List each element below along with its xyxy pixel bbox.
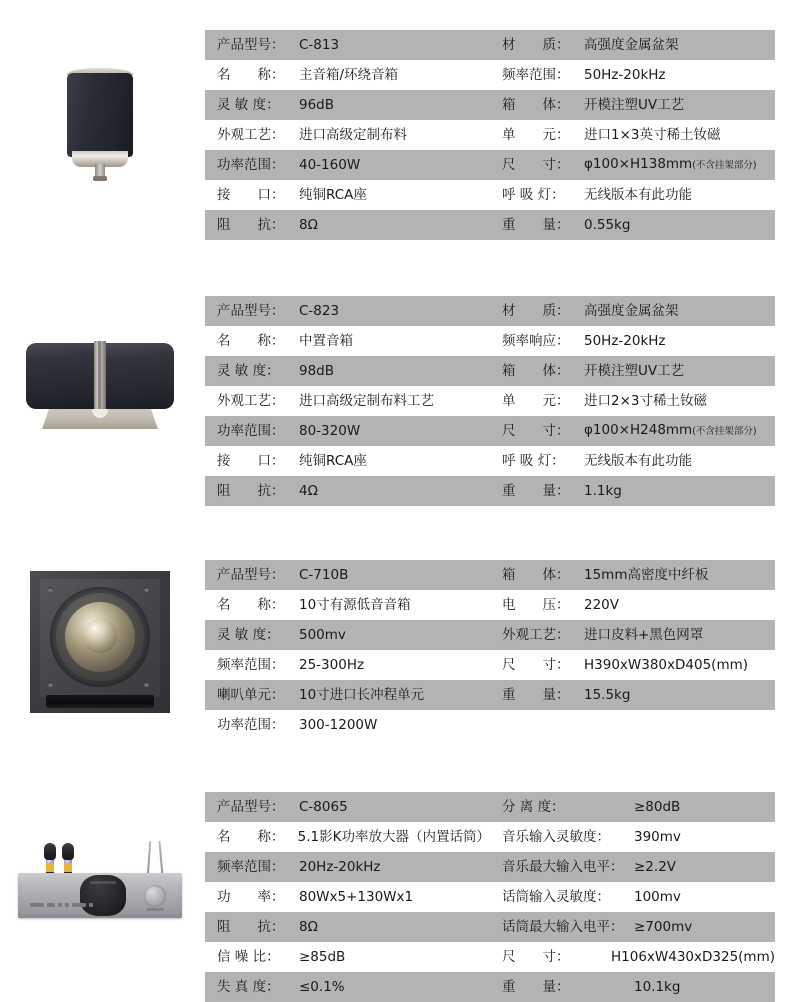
spec-cell-right [490, 90, 775, 120]
spec-cell-left [205, 90, 490, 120]
spec-cell-right [490, 680, 775, 710]
spec-label: 信 噪 比： [217, 949, 280, 965]
spec-value-note: (不含挂架部分) [692, 426, 757, 437]
spec-row [205, 792, 775, 822]
spec-value-main: ≥2.2V [634, 859, 677, 875]
spec-cell-right [490, 180, 775, 210]
spec-cell-left [205, 972, 490, 1002]
spec-cell-left [205, 416, 490, 446]
spec-value-main: 20Hz-20kHz [299, 859, 381, 875]
spec-row [205, 296, 775, 326]
amp-control [58, 903, 62, 907]
spec-value-main: ≥80dB [634, 799, 681, 815]
spec-row [205, 650, 775, 680]
spec-cell-right [490, 120, 775, 150]
spec-label: 重 量： [502, 483, 570, 499]
spec-value [298, 822, 490, 852]
spec-value [584, 680, 630, 710]
spec-label: 呼 吸 灯： [502, 187, 565, 203]
spec-table-c-813 [205, 30, 775, 240]
spec-row [205, 972, 775, 1002]
spec-table-c-710b [205, 560, 775, 740]
spec-label: 名 称： [217, 829, 285, 845]
spec-value [299, 476, 318, 506]
spec-row [205, 386, 775, 416]
amp-control [72, 903, 86, 907]
spec-row [205, 416, 775, 446]
spec-row [205, 210, 775, 240]
spec-value-main: 0.55kg [584, 217, 631, 233]
spec-value-main: H106xW430xD325(mm) [610, 949, 775, 965]
spec-label: 重 量： [502, 979, 570, 995]
spec-cell-right [490, 650, 775, 680]
spec-row [205, 446, 775, 476]
spec-row [205, 710, 775, 740]
spec-value-main: 10.1kg [634, 979, 681, 995]
spec-cell-left [205, 590, 490, 620]
spec-value [634, 822, 681, 852]
mic-band [46, 863, 54, 872]
sub-screw [144, 682, 149, 687]
spec-row [205, 30, 775, 60]
spec-cell-left [205, 180, 490, 210]
spec-value [299, 120, 407, 150]
amplifier-art [16, 827, 184, 937]
spec-label: 频率范围： [502, 67, 570, 83]
spec-cell-left [205, 882, 490, 912]
spec-cell-right [490, 852, 775, 882]
spec-label: 阻 抗： [217, 919, 285, 935]
spec-value-main: 25-300Hz [299, 657, 365, 673]
spec-cell-left [205, 120, 490, 150]
spec-cell-right [490, 30, 775, 60]
spec-cell-left [205, 476, 490, 506]
spec-value-main: φ100×H248mm [584, 422, 693, 438]
spec-row [205, 560, 775, 590]
spec-value [634, 852, 676, 882]
spec-value-main: 高强度金属盆架 [584, 37, 679, 53]
spec-value [634, 792, 680, 822]
spec-cell-right [490, 972, 775, 1002]
sub-screw [48, 587, 53, 592]
spec-label: 分 离 度： [502, 799, 565, 815]
spec-cell-right [490, 416, 775, 446]
spec-value [299, 386, 434, 416]
speaker-fabric-body [67, 73, 133, 157]
spec-value-main: 5.1影K功率放大器（内置话筒） [297, 829, 490, 845]
spec-cell-right [490, 446, 775, 476]
amplifier-image [0, 812, 200, 952]
spec-value-main: ≤0.1% [299, 979, 345, 995]
spec-label: 接 口： [217, 453, 285, 469]
spec-value [299, 30, 339, 60]
spec-label: 频率范围： [217, 657, 285, 673]
spec-value-main: 10寸有源低音音箱 [299, 597, 411, 613]
spec-label: 箱 体： [502, 567, 570, 583]
spec-value-main: 50Hz-20kHz [584, 67, 666, 83]
spec-cell-right [490, 822, 775, 852]
spec-value [299, 90, 334, 120]
spec-value [299, 620, 346, 650]
spec-label: 外观工艺： [217, 127, 285, 143]
spec-value [299, 882, 413, 912]
spec-value [299, 710, 377, 740]
spec-cell-left [205, 650, 490, 680]
subwoofer-image [0, 562, 200, 722]
satellite-speaker-art [40, 51, 160, 201]
spec-value [299, 416, 360, 446]
spec-row [205, 680, 775, 710]
spec-value-main: 进口2×3寸稀土钕磁 [584, 393, 707, 409]
spec-value [634, 972, 680, 1002]
spec-label: 音乐输入灵敏度： [502, 829, 610, 845]
spec-value-main: 主音箱/环绕音箱 [299, 67, 399, 83]
spec-value [299, 210, 318, 240]
sub-screw [48, 682, 53, 687]
spec-value [299, 560, 348, 590]
spec-cell-right [490, 150, 775, 180]
amp-knob-label [146, 908, 164, 911]
spec-cell-left [205, 710, 490, 740]
spec-label: 灵 敏 度： [217, 363, 280, 379]
spec-label: 名 称： [217, 597, 285, 613]
spec-value [584, 560, 708, 590]
spec-label: 单 元： [502, 393, 570, 409]
spec-value [299, 792, 348, 822]
spec-value-main: 390mv [634, 829, 681, 845]
spec-cell-left [205, 792, 490, 822]
spec-value-main: ≥85dB [299, 949, 346, 965]
spec-value-main: 15mm高密度中纤板 [584, 567, 709, 583]
spec-value [584, 620, 703, 650]
spec-cell-right [490, 942, 775, 972]
amp-control-strip [30, 903, 93, 907]
spec-label: 产品型号： [217, 303, 285, 319]
spec-row [205, 180, 775, 210]
spec-value-main: 开模注塑UV工艺 [584, 97, 685, 113]
spec-label: 名 称： [217, 67, 285, 83]
spec-row [205, 326, 775, 356]
spec-value-note: (不含挂架部分) [692, 160, 757, 171]
spec-value [584, 30, 679, 60]
center-speaker-art [20, 329, 180, 439]
spec-cell-left [205, 560, 490, 590]
spec-label: 尺 寸： [502, 423, 570, 439]
spec-value-main: 进口1×3英寸稀土钕磁 [584, 127, 721, 143]
spec-value-main: 500mv [299, 627, 346, 643]
spec-label: 尺 寸： [502, 657, 570, 673]
spec-cell-left [205, 386, 490, 416]
spec-label: 功 率： [217, 889, 285, 905]
spec-label: 外观工艺： [502, 627, 570, 643]
spec-cell-right [490, 476, 775, 506]
spec-value-main: 8Ω [299, 919, 318, 935]
spec-value-main: 15.5kg [584, 687, 631, 703]
spec-cell-right [490, 386, 775, 416]
spec-label: 箱 体： [502, 97, 570, 113]
spec-value [584, 650, 748, 680]
spec-value [584, 90, 684, 120]
spec-value [584, 210, 630, 240]
spec-value [299, 942, 345, 972]
spec-label: 功率范围： [217, 157, 285, 173]
spec-value [299, 852, 381, 882]
mic-band [64, 863, 72, 872]
subwoofer-art [26, 567, 174, 717]
spec-value-main: 50Hz-20kHz [584, 333, 666, 349]
spec-value-main: 无线版本有此功能 [584, 187, 692, 203]
mic-head [62, 843, 74, 860]
spec-label: 名 称： [217, 333, 285, 349]
spec-label: 阻 抗： [217, 483, 285, 499]
spec-value [299, 446, 367, 476]
spec-cell-right [490, 560, 775, 590]
spec-label: 失 真 度： [217, 979, 280, 995]
satellite-speaker-image [0, 38, 200, 213]
spec-value-main: 80Wx5+130Wx1 [299, 889, 414, 905]
spec-value [584, 326, 666, 356]
spec-value [299, 680, 424, 710]
spec-row [205, 150, 775, 180]
spec-label: 材 质： [502, 303, 570, 319]
spec-value-main: 300-1200W [299, 717, 378, 733]
spec-row [205, 822, 775, 852]
spec-cell-right [490, 590, 775, 620]
spec-value-main: 中置音箱 [299, 333, 353, 349]
spec-value [299, 296, 339, 326]
sub-screw [144, 587, 149, 592]
spec-value [584, 149, 757, 181]
spec-cell-left [205, 446, 490, 476]
spec-label: 频率响应： [502, 333, 570, 349]
spec-value [584, 296, 679, 326]
spec-label: 功率范围： [217, 423, 285, 439]
spec-label: 单 元： [502, 127, 570, 143]
amp-antenna [158, 841, 163, 877]
spec-label: 尺 寸： [502, 949, 570, 965]
spec-value-main: C-8065 [299, 799, 348, 815]
amp-control [47, 903, 55, 907]
spec-row [205, 912, 775, 942]
spec-label: 阻 抗： [217, 217, 285, 233]
speaker-foot [93, 176, 107, 181]
spec-value-main: 220V [584, 597, 620, 613]
spec-value-main: 进口皮料+黑色网罩 [584, 627, 704, 643]
spec-row [205, 882, 775, 912]
spec-value-main: C-823 [299, 303, 340, 319]
center-left-baffle [26, 343, 96, 409]
spec-label: 功率范围： [217, 717, 285, 733]
spec-row [205, 90, 775, 120]
spec-table-c-823 [205, 296, 775, 506]
spec-row [205, 476, 775, 506]
spec-label: 产品型号： [217, 37, 285, 53]
spec-value [584, 356, 684, 386]
spec-cell-left [205, 356, 490, 386]
spec-label: 电 压： [502, 597, 570, 613]
spec-cell-left [205, 620, 490, 650]
spec-row [205, 852, 775, 882]
spec-cell-right [490, 326, 775, 356]
spec-cell-right [490, 296, 775, 326]
spec-label: 产品型号： [217, 799, 285, 815]
spec-label: 尺 寸： [502, 157, 570, 173]
spec-value-main: C-813 [299, 37, 340, 53]
spec-cell-left [205, 680, 490, 710]
spec-value [634, 882, 681, 912]
amp-control [65, 903, 69, 907]
spec-label: 音乐最大输入电平： [502, 859, 624, 875]
sub-bass-port [46, 695, 154, 708]
spec-label: 话筒输入灵敏度： [502, 889, 610, 905]
spec-value [584, 180, 692, 210]
spec-cell-left [205, 912, 490, 942]
spec-cell-right [490, 710, 775, 740]
spec-row [205, 942, 775, 972]
spec-cell-left [205, 30, 490, 60]
spec-cell-right [490, 882, 775, 912]
spec-value-main: ≥700mv [634, 919, 693, 935]
spec-cell-left [205, 150, 490, 180]
spec-label: 材 质： [502, 37, 570, 53]
spec-value-main: 80-320W [299, 423, 361, 439]
spec-value [584, 415, 757, 447]
spec-cell-right [490, 792, 775, 822]
spec-value [299, 180, 367, 210]
spec-label: 灵 敏 度： [217, 627, 280, 643]
spec-value-main: 纯铜RCA座 [299, 187, 367, 203]
spec-cell-left [205, 852, 490, 882]
spec-label: 呼 吸 灯： [502, 453, 565, 469]
spec-value [584, 120, 721, 150]
spec-row [205, 590, 775, 620]
spec-value-main: 100mv [634, 889, 681, 905]
spec-value [299, 972, 345, 1002]
spec-value-main: C-710B [299, 567, 349, 583]
spec-value-main: 纯铜RCA座 [299, 453, 367, 469]
spec-label: 外观工艺： [217, 393, 285, 409]
amp-volume-knob [144, 885, 166, 907]
spec-cell-left [205, 60, 490, 90]
center-right-baffle [104, 343, 174, 409]
spec-value-main: 4Ω [299, 483, 318, 499]
spec-value-main: 高强度金属盆架 [584, 303, 679, 319]
spec-value [584, 60, 666, 90]
spec-value [299, 60, 398, 90]
spec-cell-left [205, 296, 490, 326]
spec-value [299, 326, 353, 356]
spec-value-main: 无线版本有此功能 [584, 453, 692, 469]
spec-label: 频率范围： [217, 859, 285, 875]
spec-table-c-8065 [205, 792, 775, 1002]
spec-row [205, 620, 775, 650]
spec-value [299, 356, 334, 386]
spec-label: 箱 体： [502, 363, 570, 379]
spec-cell-left [205, 210, 490, 240]
spec-label: 喇叭单元： [217, 687, 285, 703]
spec-value-main: 98dB [299, 363, 335, 379]
spec-cell-right [490, 912, 775, 942]
spec-value-main: φ100×H138mm [584, 156, 693, 172]
spec-row [205, 356, 775, 386]
spec-value [299, 650, 364, 680]
center-speaker-image [0, 314, 200, 454]
spec-value [299, 150, 360, 180]
spec-cell-left [205, 942, 490, 972]
spec-value [584, 476, 622, 506]
center-hinge [94, 341, 106, 411]
spec-cell-right [490, 210, 775, 240]
spec-value [299, 912, 318, 942]
spec-label: 话筒最大输入电平： [502, 919, 624, 935]
spec-label: 灵 敏 度： [217, 97, 280, 113]
spec-cell-right [490, 60, 775, 90]
spec-row [205, 60, 775, 90]
amp-control [89, 903, 93, 907]
spec-value-main: 1.1kg [584, 483, 622, 499]
spec-value [584, 386, 707, 416]
spec-value-main: H390xW380xD405(mm) [584, 657, 749, 673]
spec-value [611, 942, 775, 972]
mic-head [44, 843, 56, 860]
spec-label: 重 量： [502, 217, 570, 233]
spec-value [584, 446, 692, 476]
spec-value [634, 912, 692, 942]
amp-brand-mark [90, 881, 116, 884]
spec-value-main: 96dB [299, 97, 335, 113]
spec-cell-left [205, 822, 490, 852]
spec-value [584, 590, 619, 620]
spec-value [299, 590, 411, 620]
spec-cell-right [490, 620, 775, 650]
spec-value-main: 开模注塑UV工艺 [584, 363, 685, 379]
amp-antenna [147, 841, 152, 877]
spec-value-main: 10寸进口长冲程单元 [299, 687, 425, 703]
spec-value-main: 进口高级定制布料 [299, 127, 407, 143]
spec-value-main: 进口高级定制布料工艺 [299, 393, 434, 409]
spec-cell-left [205, 326, 490, 356]
spec-row [205, 120, 775, 150]
sub-dust-cap [83, 619, 117, 653]
spec-value-main: 8Ω [299, 217, 318, 233]
spec-label: 重 量： [502, 687, 570, 703]
spec-cell-right [490, 356, 775, 386]
spec-label: 接 口： [217, 187, 285, 203]
spec-value-main: 40-160W [299, 157, 361, 173]
spec-label: 产品型号： [217, 567, 285, 583]
amp-control [30, 903, 44, 907]
